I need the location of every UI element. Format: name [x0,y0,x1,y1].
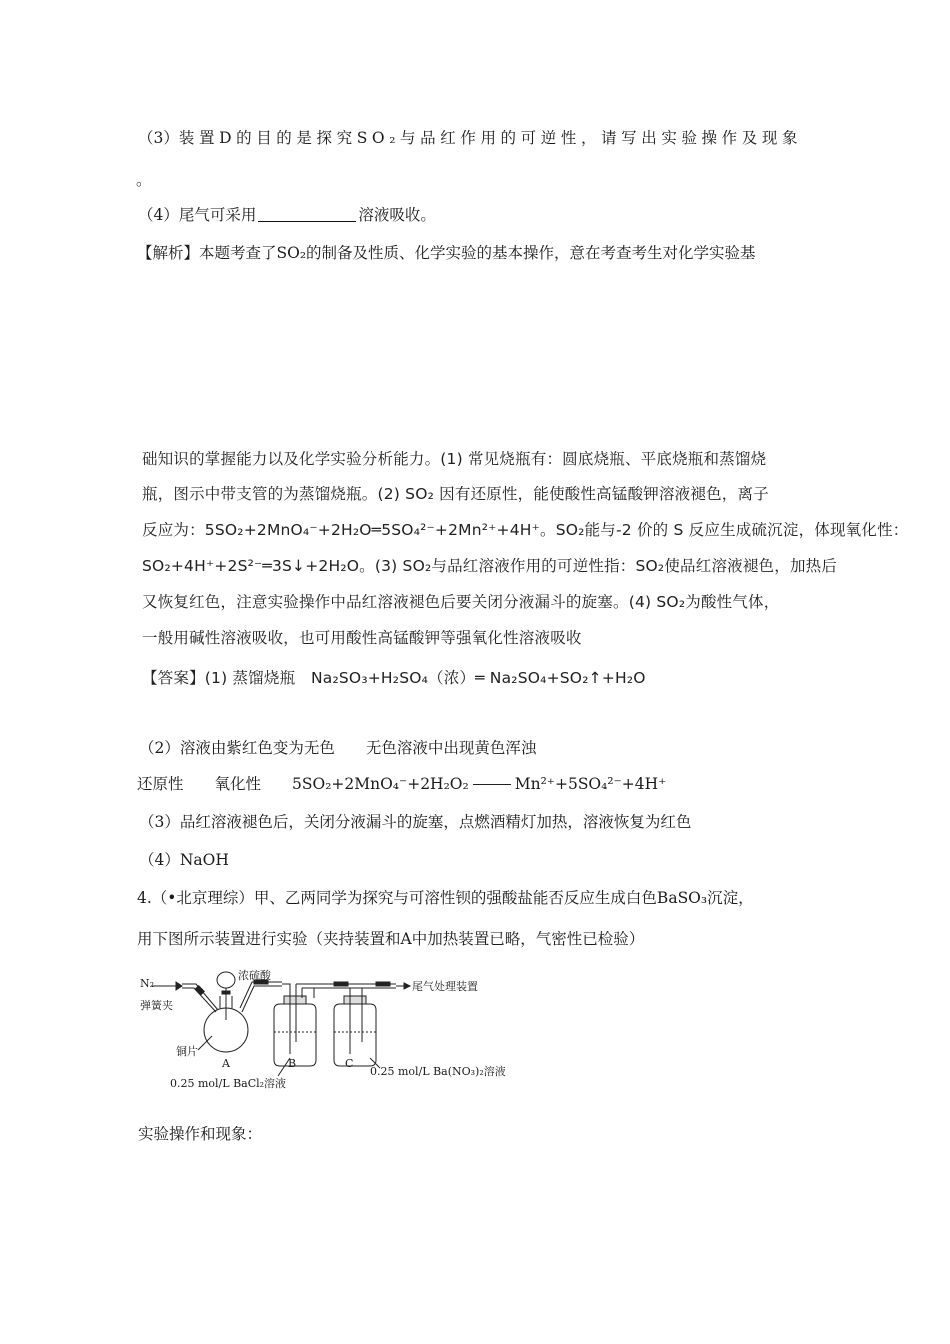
answer-line-5: （4）NaOH [139,851,229,869]
analysis-line-5: 又恢复红色，注意实验操作中品红溶液褪色后要关闭分液漏斗的旋塞。(4) SO₂为酸性气体， [142,593,780,611]
answer-line-3 [137,774,666,794]
question-next-line-2: 用下图所示装置进行实验（夹持装置和A中加热装置已略，气密性已检验） [137,930,645,948]
equation-arrow [473,784,511,785]
question-3-text: 装置D的目的是探究SO₂与品红作用的可逆性，请写出实验操作及现象 [178,129,803,147]
figure-label-bacl2: 0.25 mol/L BaCl₂溶液 [170,1077,287,1090]
question-3 [138,128,802,148]
answer-blank[interactable] [258,207,356,222]
answer-line-3-right: Mn²⁺+5SO₄²⁻+4H⁺ [514,775,667,793]
figure-label-conc-acid: 浓硫酸 [238,969,271,982]
question-3-continuation: 。 [136,171,152,189]
question-4-suffix: 溶液吸收。 [358,206,436,224]
figure-label-a: A [222,1057,230,1070]
question-4 [138,205,436,225]
analysis-line-2: 瓶，图示中带支管的为蒸馏烧瓶。(2) SO₂ 因有还原性，能使酸性高锰酸钾溶液褪色，离子 [142,485,769,503]
figure-label-b: B [288,1057,297,1070]
answer-heading: 【答案】(1) 蒸馏烧瓶 Na₂SO₃+H₂SO₄（浓）═ Na₂SO₄+SO₂↑+H₂O [142,669,646,687]
answer-line-4: （3）品红溶液褪色后，关闭分液漏斗的旋塞，点燃酒精灯加热，溶液恢复为红色 [139,813,692,831]
figure-label-n2: N₂ [140,977,155,990]
analysis-heading: 【解析】本题考查了SO₂的制备及性质、化学实验的基本操作，意在考查考生对化学实验基 [137,244,756,262]
experiment-operations-heading: 实验操作和现象： [138,1125,263,1143]
answer-line-3-left: 还原性 氧化性 5SO₂+2MnO₄⁻+2H₂O₂ [137,775,469,793]
answer-line-2: （2）溶液由紫红色变为无色 无色溶液中出现黄色浑浊 [139,739,537,757]
analysis-line-3: 反应为：5SO₂+2MnO₄⁻+2H₂O═5SO₄²⁻+2Mn²⁺+4H⁺。SO₂能与-2 价的 S 反应生成硫沉淀，体现氧化性： [142,521,909,539]
figure-label-spring-clip: 弹簧夹 [140,999,173,1012]
question-3-label: （3） [138,129,179,147]
figure-label-bano3: 0.25 mol/L Ba(NO₃)₂溶液 [370,1065,506,1078]
question-next-line-1: 4.（•北京理综）甲、乙两同学为探究与可溶性钡的强酸盐能否反应生成白色BaSO₃沉淀， [137,889,754,907]
analysis-line-1: 础知识的掌握能力以及化学实验分析能力。(1) 常见烧瓶有：圆底烧瓶、平底烧瓶和蒸馏烧 [142,450,767,468]
figure-label-tail-gas: 尾气处理装置 [412,980,478,993]
question-4-prefix: （4）尾气可采用 [138,206,257,224]
figure-label-copper: 铜片 [176,1045,198,1058]
analysis-line-6: 一般用碱性溶液吸收，也可用酸性高锰酸钾等强氧化性溶液吸收 [142,629,582,647]
analysis-line-4: SO₂+4H⁺+2S²⁻═3S↓+2H₂O。(3) SO₂与品红溶液作用的可逆性指：SO₂使品红溶液褪色，加热后 [142,557,838,575]
figure-label-c: C [345,1057,354,1070]
